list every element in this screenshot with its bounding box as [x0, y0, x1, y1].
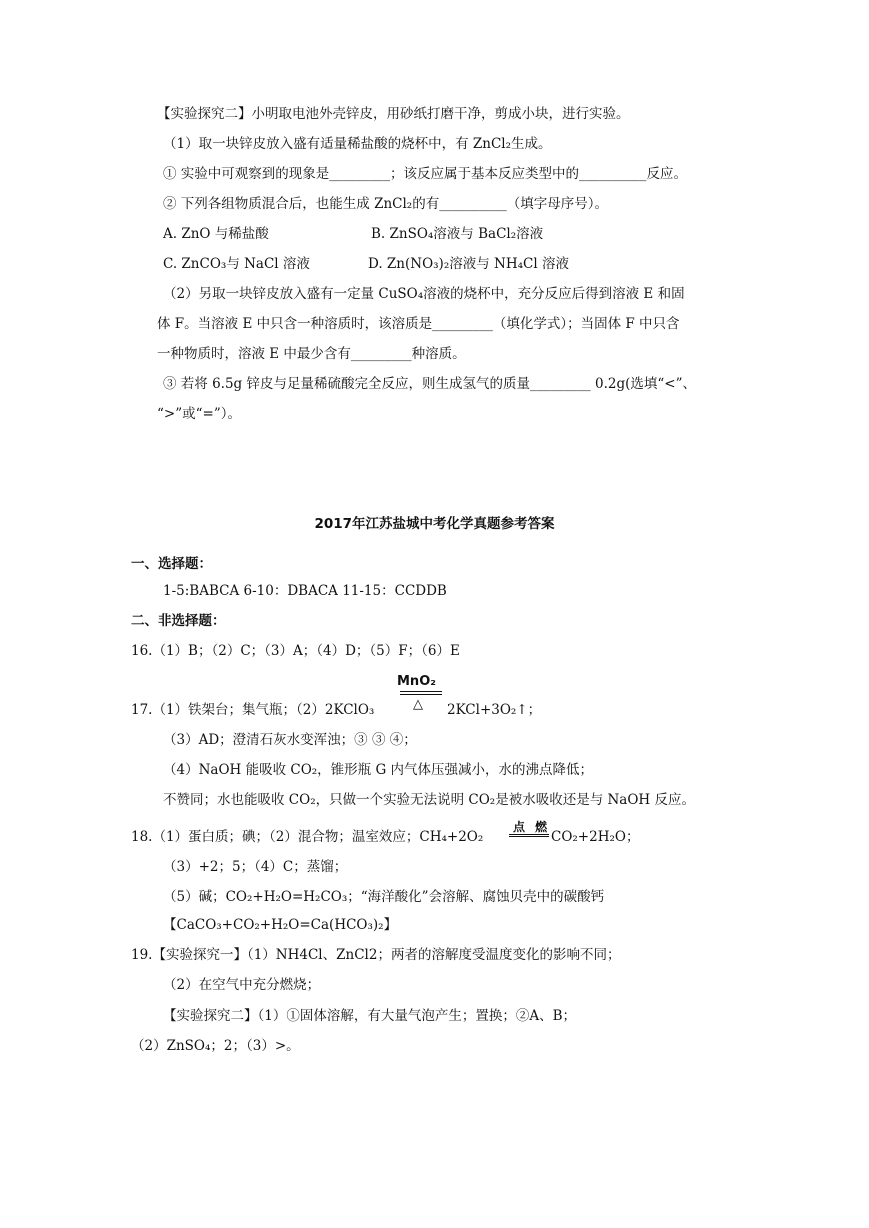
answers-title: 2017年江苏盐城中考化学真题参考答案 [314, 516, 555, 532]
exp2-question3-line1: ③ 若将 6.5g 锌皮与足量稀硫酸完全反应，则生成氢气的质量_________ 0.2g(选填“<”、 [163, 376, 697, 392]
answer-19-line1: 19.【实验探究一】（1）NH4Cl、ZnCl2；两者的溶解度受温度变化的影响不同； [131, 947, 621, 963]
answer-16: 16.（1）B；（2）C；（3）A；（4）D；（5）F；（6）E [131, 643, 460, 659]
section-nonchoice-heading: 二、非选择题： [131, 613, 226, 629]
exp2-part2-line1: （2）另取一块锌皮放入盛有一定量 CuSO₄溶液的烧杯中，充分反应后得到溶液 E 和固 [163, 286, 685, 302]
exp2-question2: ② 下列各组物质混合后，也能生成 ZnCl₂的有__________（填字母序号）。 [163, 196, 608, 212]
multiple-choice-answers: 1-5:BABCA 6-10：DBACA 11-15：CCDDB [163, 583, 447, 599]
answer-18-line3: （3）+2；5；（4）C；蒸馏； [163, 859, 348, 875]
option-a: A. ZnO 与稀盐酸 [163, 226, 269, 242]
answer-17-line4: （4）NaOH 能吸收 CO₂，锥形瓶 G 内气体压强减小，水的沸点降低； [163, 762, 594, 778]
ignition-condition-bar [509, 834, 549, 835]
option-b: B. ZnSO₄溶液与 BaCl₂溶液 [371, 226, 544, 242]
exp2-intro: 【实验探究二】小明取电池外壳锌皮，用砂纸打磨干净，剪成小块，进行实验。 [157, 106, 630, 122]
exp2-question3-line2: “>”或“=”）。 [157, 406, 241, 422]
exp2-part2-line2: 体 F。当溶液 E 中只含一种溶质时，该溶质是_________（填化学式）；当固体 F 中只含 [157, 316, 680, 332]
answer-18-line1-products: CO₂+2H₂O； [551, 829, 640, 845]
answer-17-line5: 不赞同；水也能吸收 CO₂，只做一个实验无法说明 CO₂是被水吸收还是与 NaOH 反应。 [163, 792, 695, 808]
answer-18-line6: 【CaCO₃+CO₂+H₂O=Ca(HCO₃)₂】 [163, 917, 398, 933]
answer-18-line1: 18.（1）蛋白质；碘；（2）混合物；温室效应；CH₄+2O₂ [131, 829, 484, 845]
exp2-question1: ① 实验中可观察到的现象是_________；该反应属于基本反应类型中的__________反应。 [163, 166, 688, 182]
reaction-condition-bar-2 [400, 694, 442, 695]
answer-17-line1: 17.（1）铁架台；集气瓶；（2）2KClO₃ [131, 702, 375, 718]
option-d: D. Zn(NO₃)₂溶液与 NH₄Cl 溶液 [368, 256, 569, 272]
exp2-part1: （1）取一块锌皮放入盛有适量稀盐酸的烧杯中，有 ZnCl₂生成。 [163, 136, 552, 152]
ignition-condition-bar-2 [509, 836, 549, 837]
answer-17-line3: （3）AD；澄清石灰水变浑浊；③ ③ ④； [163, 732, 417, 748]
heat-symbol: △ [413, 697, 423, 712]
answer-18-line5: （5）碱；CO₂+H₂O=H₂CO₃；“海洋酸化”会溶解、腐蚀贝壳中的碳酸钙 [163, 889, 605, 905]
reaction-condition-bar [400, 691, 442, 692]
section-choice-heading: 一、选择题： [131, 556, 212, 572]
ignition-condition-label: 点 燃 [513, 820, 551, 834]
answer-19-line4: （2）ZnSO₄；2；（3）>。 [131, 1038, 300, 1054]
answer-19-line2: （2）在空气中充分燃烧； [163, 977, 321, 993]
option-c: C. ZnCO₃与 NaCl 溶液 [163, 256, 310, 272]
catalyst-label: MnO₂ [397, 674, 436, 689]
answer-19-line3: 【实验探究二】（1）①固体溶解，有大量气泡产生；置换；②A、B； [163, 1008, 577, 1024]
answer-17-line1-products: 2KCl+3O₂↑； [447, 702, 542, 718]
exp2-part2-line3: 一种物质时，溶液 E 中最少含有_________种溶质。 [157, 346, 466, 362]
